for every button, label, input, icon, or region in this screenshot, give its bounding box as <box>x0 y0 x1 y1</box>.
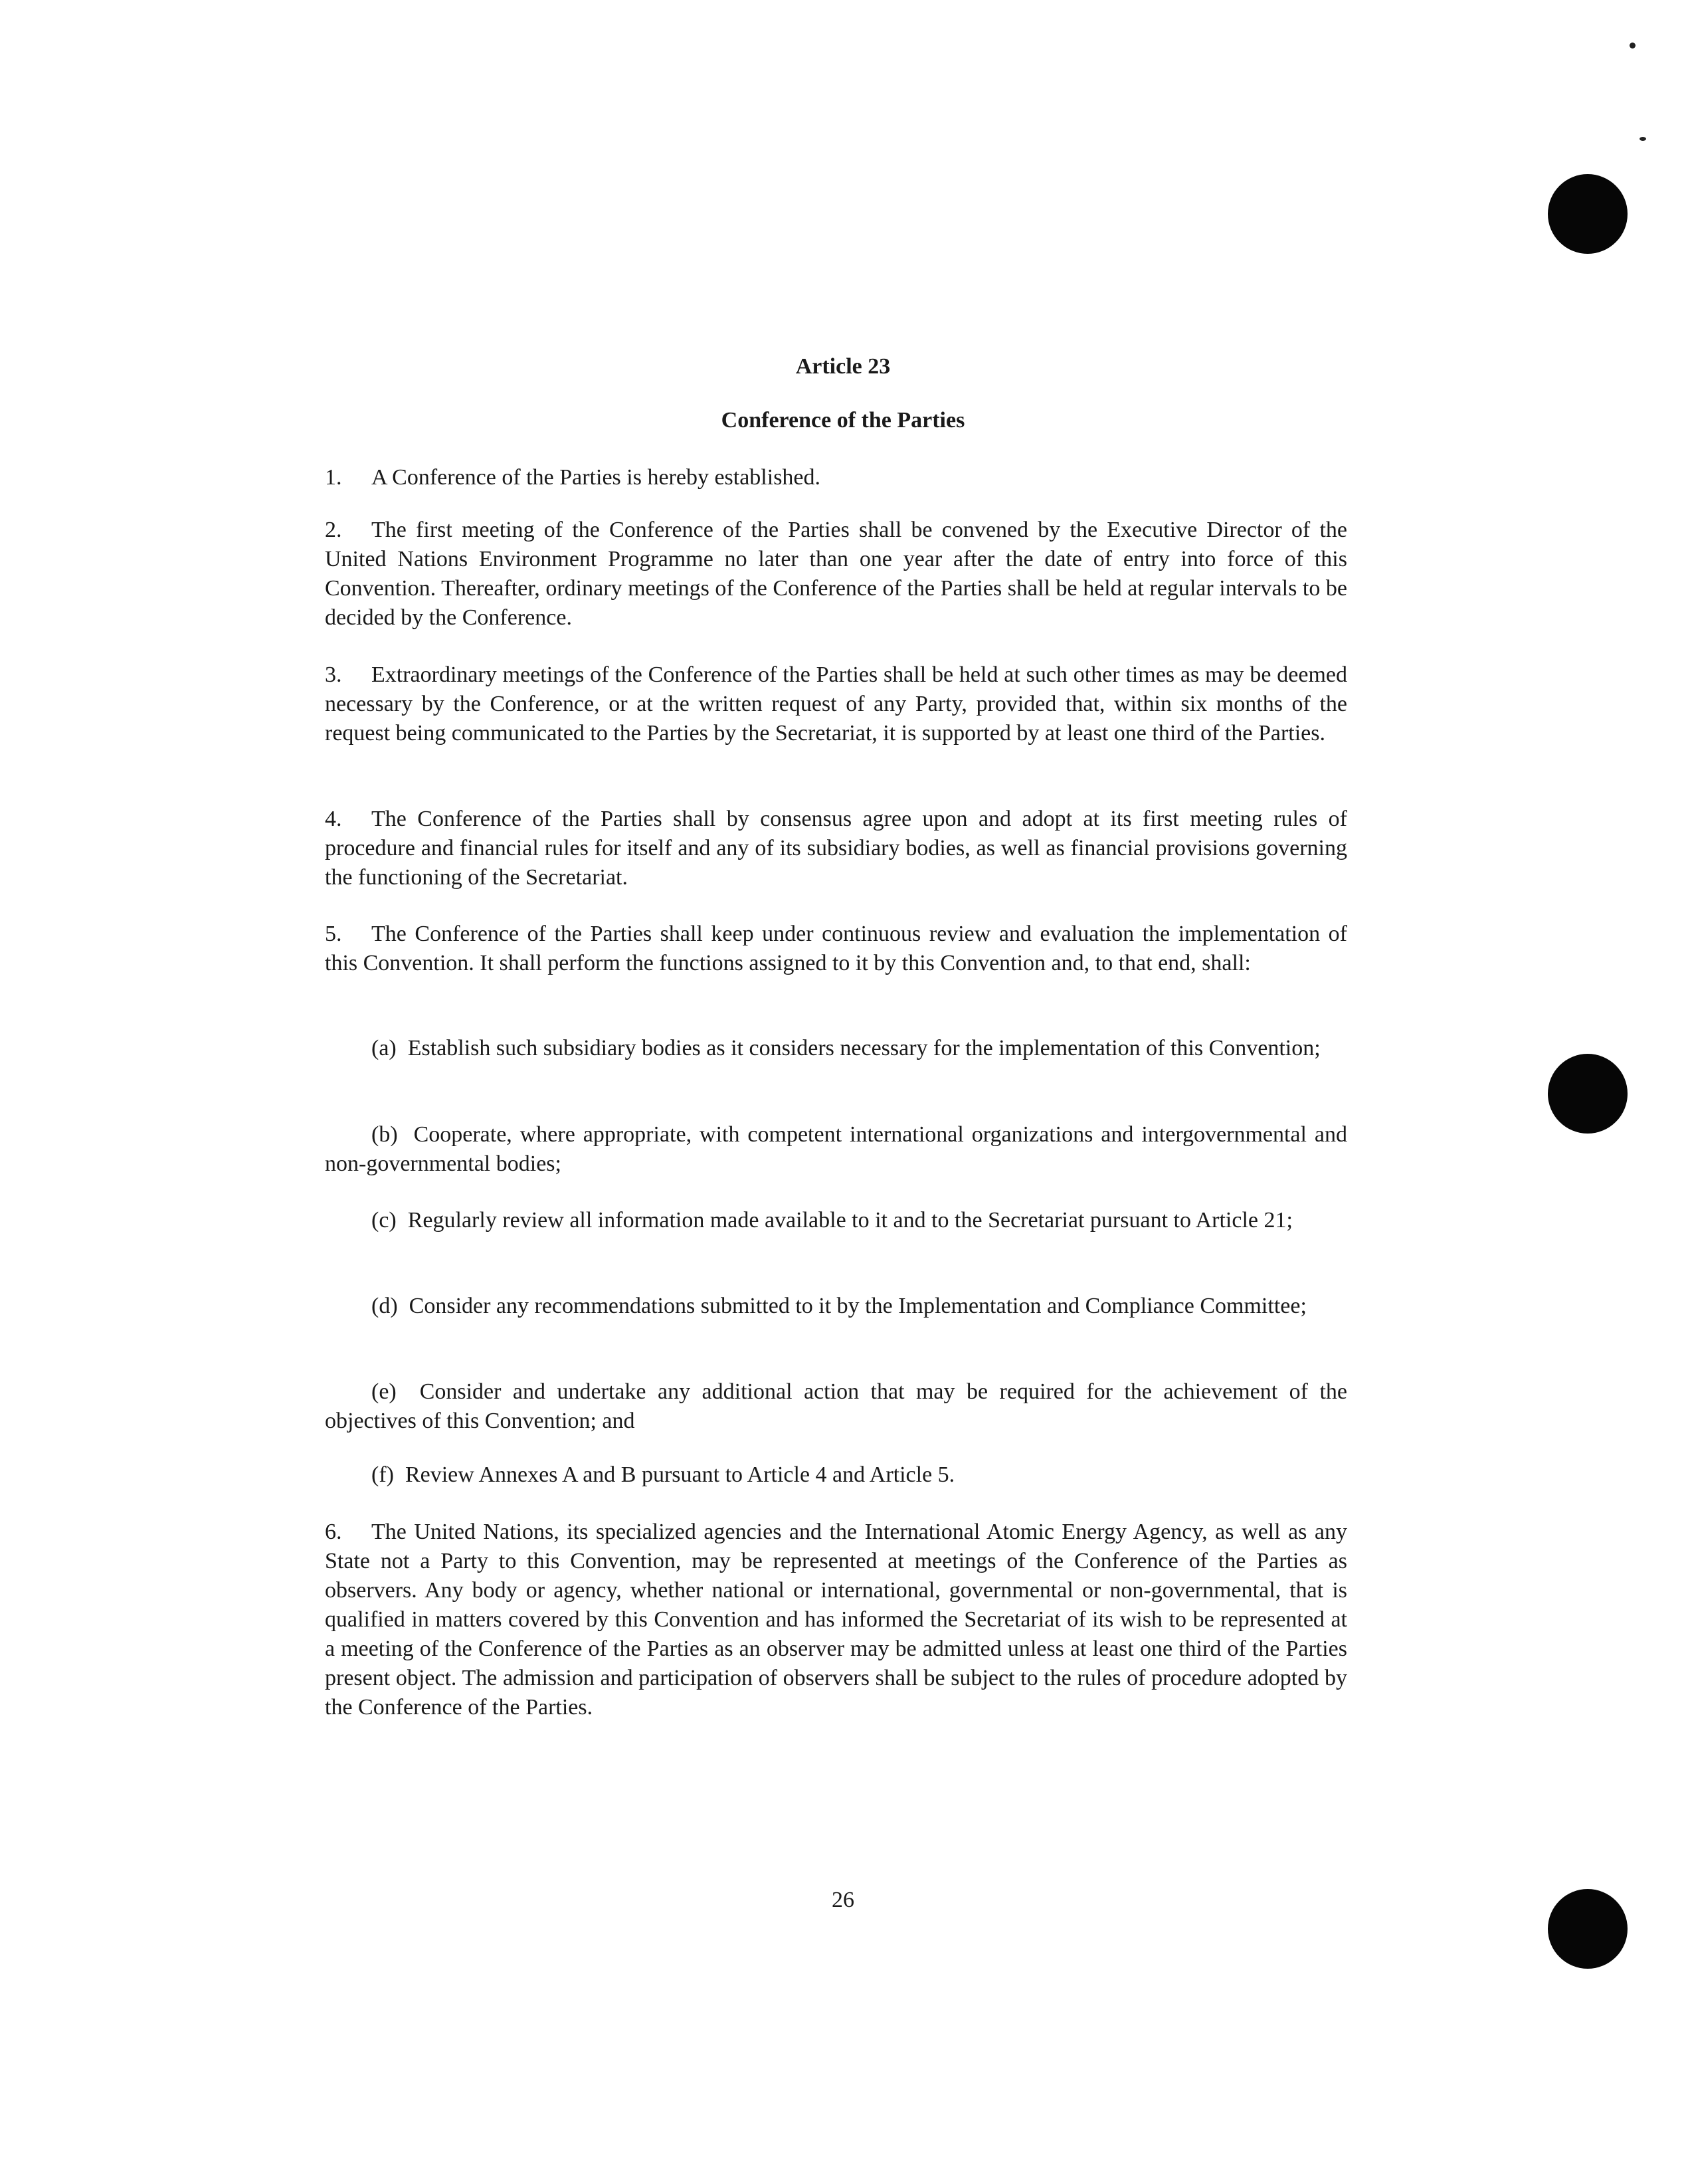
page-number: 26 <box>832 1888 854 1912</box>
subparagraph-text: Consider and undertake any additional action that may be required for the achievement of the objectives of this Convention; and <box>325 1379 1347 1433</box>
subparagraph-label: (c) <box>371 1208 397 1233</box>
scan-speck <box>1630 43 1636 49</box>
subparagraph-d <box>325 1292 1347 1321</box>
paragraph-text: The United Nations, its specialized agencies and the International Atomic Energy Agency, as well as any State not a Party to this Convention, may be represented at meetings of the Conference of the Parties as observers. Any body or agency, whether national or international, governmental or non-governmental, that is qualified in matters covered by this Convention and has informed the Secretariat of its wish to be represented at a meeting of the Conference of the Parties as an observer may be admitted unless at least one third of the Parties present object. The admission and participation of observers shall be subject to the rules of procedure adopted by the Conference of the Parties. <box>325 1520 1347 1720</box>
subparagraph-f <box>325 1460 1347 1490</box>
subparagraph-text: Regularly review all information made available to it and to the Secretariat pursuant to Article 21; <box>407 1208 1293 1233</box>
subparagraph-label: (a) <box>371 1036 397 1060</box>
paragraph-number: 4. <box>325 807 342 831</box>
paragraph-2 <box>325 516 1347 633</box>
subparagraph-e <box>325 1377 1347 1436</box>
paragraph-4 <box>325 805 1347 892</box>
punch-hole-middle <box>1548 1054 1628 1134</box>
paragraph-1 <box>325 463 1347 492</box>
paragraph-number: 6. <box>325 1520 342 1544</box>
article-title: Conference of the Parties <box>721 408 965 433</box>
subparagraph-text: Cooperate, where appropriate, with competent international organizations and intergovernmental and non-governmental bodies; <box>325 1122 1348 1176</box>
paragraph-text: A Conference of the Parties is hereby established. <box>371 465 821 490</box>
paragraph-text: The Conference of the Parties shall keep under continuous review and evaluation the implementation of this Convention. It shall perform the functions assigned to it by this Convention and, to that end, shall: <box>325 922 1347 975</box>
paragraph-number: 5. <box>325 922 342 946</box>
punch-hole-top <box>1548 174 1628 254</box>
subparagraph-label: (f) <box>371 1462 394 1487</box>
subparagraph-label: (d) <box>371 1294 398 1318</box>
paragraph-number: 2. <box>325 518 342 542</box>
subparagraph-c <box>325 1206 1347 1235</box>
scan-speck <box>1639 137 1646 141</box>
subparagraph-a <box>325 1034 1347 1063</box>
paragraph-3 <box>325 660 1347 748</box>
paragraph-number: 3. <box>325 662 342 687</box>
paragraph-number: 1. <box>325 465 342 490</box>
subparagraph-label: (b) <box>371 1122 398 1147</box>
subparagraph-text: Consider any recommendations submitted to it by the Implementation and Compliance Committee; <box>409 1294 1307 1318</box>
article-number-heading: Article 23 <box>795 354 891 379</box>
paragraph-text: The Conference of the Parties shall by consensus agree upon and adopt at its first meeting rules of procedure and financial rules for itself and any of its subsidiary bodies, as well as financial provisions governing the functioning of the Secretariat. <box>325 807 1347 890</box>
subparagraph-text: Review Annexes A and B pursuant to Article 4 and Article 5. <box>405 1462 955 1487</box>
paragraph-5 <box>325 920 1347 978</box>
paragraph-text: The first meeting of the Conference of the Parties shall be convened by the Executive Director of the United Nations Environment Programme no later than one year after the date of entry into force of this Convention. Thereafter, ordinary meetings of the Conference of the Parties shall be held at regular intervals to be decided by the Conference. <box>325 518 1347 630</box>
paragraph-text: Extraordinary meetings of the Conference of the Parties shall be held at such other times as may be deemed necessary by the Conference, or at the written request of any Party, provided that, within six months of the request being communicated to the Parties by the Secretariat, it is supported by at least one third of the Parties. <box>325 662 1347 745</box>
subparagraph-text: Establish such subsidiary bodies as it considers necessary for the implementation of this Convention; <box>407 1036 1321 1060</box>
subparagraph-b <box>325 1120 1347 1179</box>
subparagraph-label: (e) <box>371 1379 397 1404</box>
paragraph-6 <box>325 1518 1347 1722</box>
